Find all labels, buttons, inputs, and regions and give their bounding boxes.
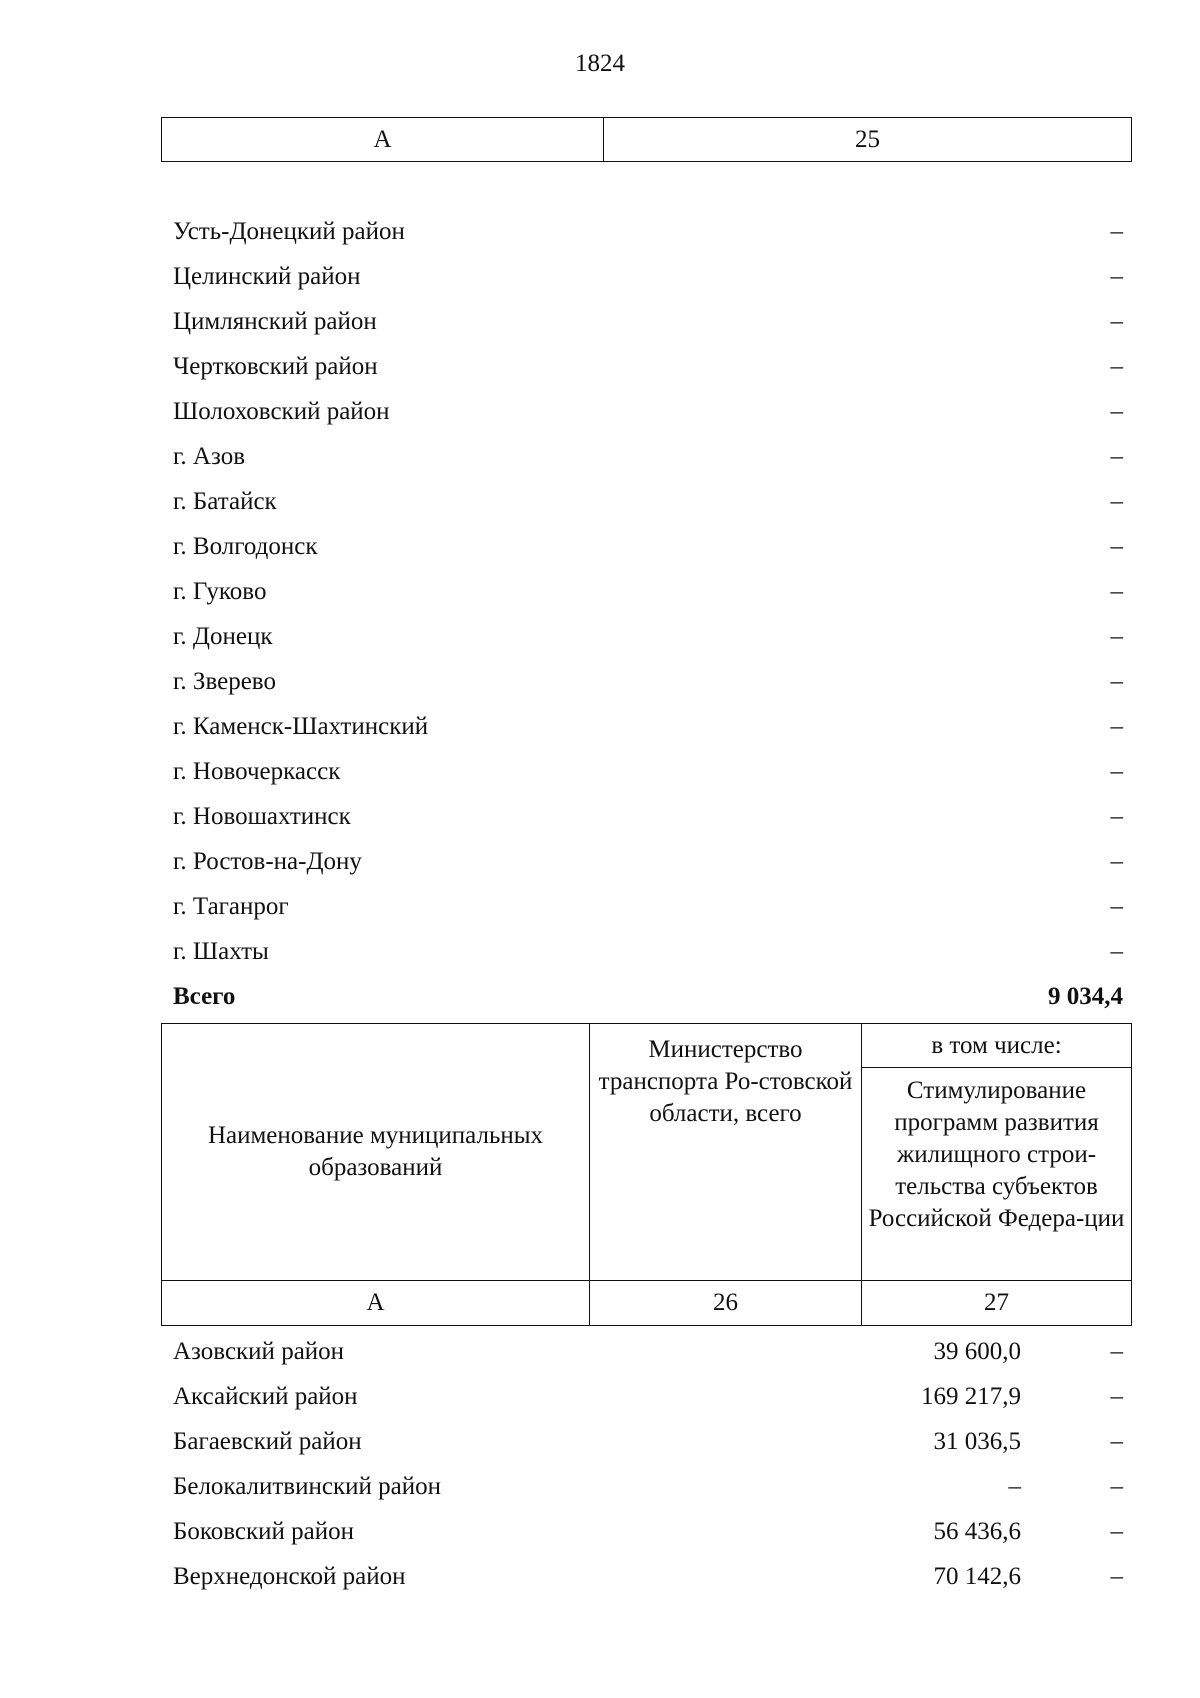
row-value-26: 39 600,0 <box>933 1337 1021 1365</box>
row-name: г. Волгодонск <box>173 532 318 560</box>
table-row <box>173 884 1123 929</box>
row-name: г. Гуково <box>173 577 267 605</box>
row-name: Шолоховский район <box>173 397 390 425</box>
row-value: – <box>1110 397 1123 425</box>
row-name: г. Новошахтинск <box>173 802 351 830</box>
table-row <box>173 1329 1123 1374</box>
column-number-a: А <box>162 1281 590 1325</box>
row-value: – <box>1110 217 1123 245</box>
row-value-26: 70 142,6 <box>933 1562 1021 1590</box>
row-value-26: 169 217,9 <box>921 1382 1021 1410</box>
table-row <box>173 209 1123 254</box>
table-row <box>173 1374 1123 1419</box>
header-col-a: А <box>162 118 604 161</box>
row-value-26: – <box>1008 1472 1021 1500</box>
row-name: Белокалитвинский район <box>173 1472 441 1500</box>
row-value: – <box>1110 757 1123 785</box>
row-name: Целинский район <box>173 262 361 290</box>
row-name: Азовский район <box>173 1337 345 1365</box>
header-ministry-total: Министерство транспорта Ро-стовской области, всего <box>590 1024 862 1280</box>
total-label: Всего <box>173 982 236 1010</box>
row-name: г. Новочеркасск <box>173 757 341 785</box>
row-value-27: – <box>1110 1562 1123 1590</box>
row-value: – <box>1110 892 1123 920</box>
table2-column-numbers <box>161 1280 1132 1326</box>
row-name: Боковский район <box>173 1517 354 1545</box>
row-value: – <box>1110 577 1123 605</box>
municipality-list-part1 <box>173 209 1123 1019</box>
header-including-label: в том числе: <box>862 1024 1131 1068</box>
header-municipality-name: Наименование муниципальных образований <box>162 1024 590 1280</box>
table-row <box>173 389 1123 434</box>
table-row <box>173 569 1123 614</box>
row-name: г. Шахты <box>173 937 269 965</box>
row-value: – <box>1110 622 1123 650</box>
row-value: – <box>1110 802 1123 830</box>
row-name: г. Таганрог <box>173 892 289 920</box>
table-row <box>173 659 1123 704</box>
table-row <box>173 614 1123 659</box>
table-row <box>173 254 1123 299</box>
row-value-27: – <box>1110 1427 1123 1455</box>
row-value: – <box>1110 937 1123 965</box>
table-row <box>173 1509 1123 1554</box>
table-row <box>173 479 1123 524</box>
row-value-26: 31 036,5 <box>933 1427 1021 1455</box>
top-header-table <box>161 117 1132 162</box>
row-name: Цимлянский район <box>173 307 377 335</box>
row-value-27: – <box>1110 1337 1123 1365</box>
table-row <box>173 749 1123 794</box>
header-including <box>862 1024 1131 1280</box>
header-housing-program: Стимулирование программ развития жилищного строи-тельства субъектов Российской Федера-ции <box>868 1077 1125 1232</box>
row-name: г. Каменск-Шахтинский <box>173 712 429 740</box>
row-value: – <box>1110 442 1123 470</box>
row-name: Чертковский район <box>173 352 378 380</box>
row-name: г. Батайск <box>173 487 277 515</box>
row-name: Багаевский район <box>173 1427 362 1455</box>
row-value-27: – <box>1110 1472 1123 1500</box>
row-value: – <box>1110 487 1123 515</box>
row-value: – <box>1110 847 1123 875</box>
total-row <box>173 974 1123 1019</box>
row-value: – <box>1110 262 1123 290</box>
table-row <box>173 299 1123 344</box>
row-name: г. Донецк <box>173 622 273 650</box>
municipality-list-part2 <box>173 1329 1123 1599</box>
row-value-26: 56 436,6 <box>933 1517 1021 1545</box>
row-name: г. Ростов-на-Дону <box>173 847 362 875</box>
table-row <box>173 524 1123 569</box>
row-name: Усть-Донецкий район <box>173 217 405 245</box>
header-col-25: 25 <box>855 125 880 153</box>
row-name: Аксайский район <box>173 1382 358 1410</box>
table-row <box>173 1554 1123 1599</box>
table-row <box>173 929 1123 974</box>
table-row <box>173 704 1123 749</box>
row-name: г. Зверево <box>173 667 276 695</box>
row-value: – <box>1110 307 1123 335</box>
column-number-26: 26 <box>590 1281 862 1325</box>
total-value: 9 034,4 <box>1048 982 1123 1010</box>
column-number-27: 27 <box>984 1289 1009 1316</box>
table-row <box>173 344 1123 389</box>
row-value: – <box>1110 532 1123 560</box>
row-name: г. Азов <box>173 442 246 470</box>
row-value: – <box>1110 667 1123 695</box>
table-row <box>173 839 1123 884</box>
row-value-27: – <box>1110 1382 1123 1410</box>
table-row <box>173 1419 1123 1464</box>
page-number: 1824 <box>575 50 625 77</box>
row-value-27: – <box>1110 1517 1123 1545</box>
table-row <box>173 434 1123 479</box>
table-row <box>173 1464 1123 1509</box>
row-value: – <box>1110 712 1123 740</box>
row-name: Верхнедонской район <box>173 1562 406 1590</box>
table-row <box>173 794 1123 839</box>
row-value: – <box>1110 352 1123 380</box>
